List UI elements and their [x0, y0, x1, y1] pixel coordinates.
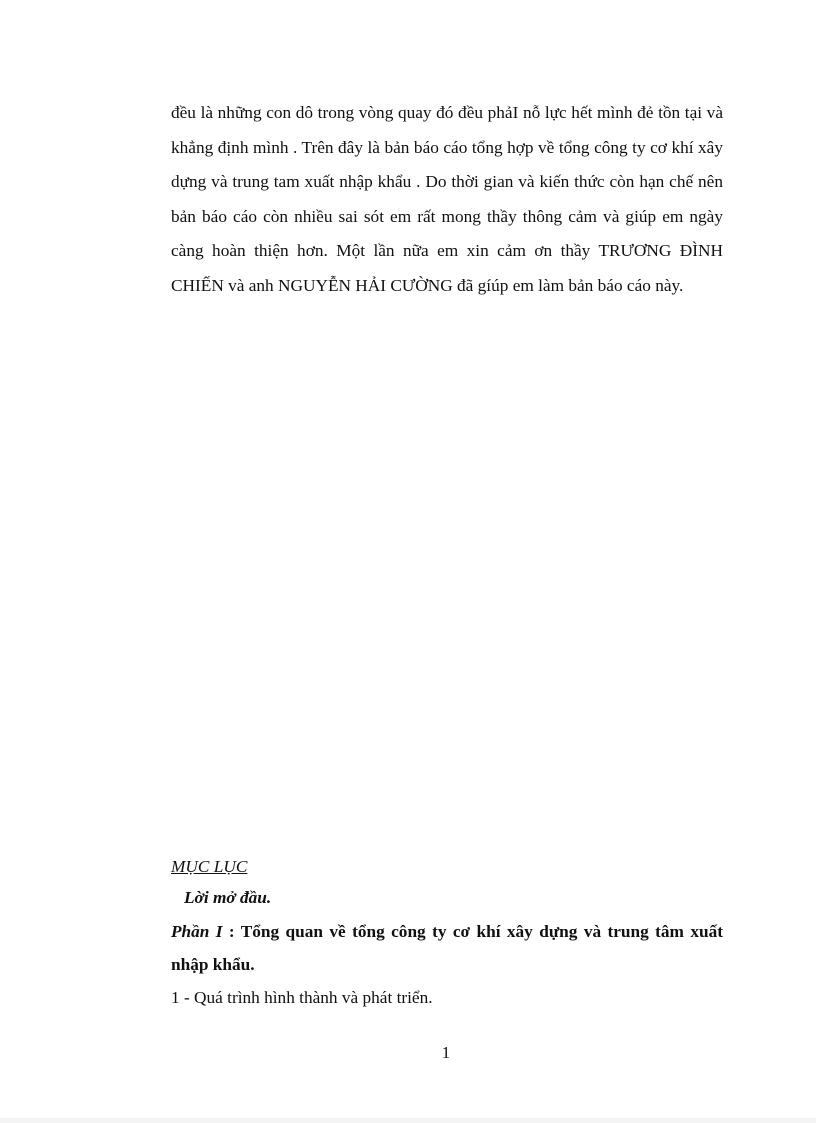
toc-part-entry	[171, 915, 723, 981]
toc-part-title: Tổng quan về tổng công ty cơ khí xây dựng và trung tâm xuất nhập khẩu.	[171, 922, 723, 974]
table-of-contents	[171, 853, 723, 1015]
toc-heading: MỤC LỤC	[171, 857, 248, 876]
toc-intro-entry: Lời mở đầu.	[184, 888, 272, 907]
page-number: 1	[441, 1043, 451, 1062]
toc-part-label: Phần I	[171, 922, 223, 941]
toc-part-separator: :	[222, 922, 241, 941]
toc-item: 1 - Quá trình hình thành và phát triển.	[171, 988, 433, 1007]
page-bottom-edge	[0, 1118, 816, 1123]
body-paragraph: đều là những con dô trong vòng quay đó đều phảI nỗ lực hết mình đẻ tồn tại và khẳng định mình . Trên đây là bản báo cáo tổng hợp về tổng công ty cơ khí xây dựng và trung tam xuất nhập khẩu . Do thời gian và kiến thức còn hạn chế nên bản báo cáo còn nhiều sai sót em rất mong thầy thông cảm và giúp em ngày càng hoàn thiện hơn. Một lần nữa em xin cảm ơn thầy TRƯƠNG ĐÌNH CHIẾN và anh NGUYỄN HẢI CƯỜNG đã gíúp em làm bản báo cáo này.	[171, 103, 723, 295]
